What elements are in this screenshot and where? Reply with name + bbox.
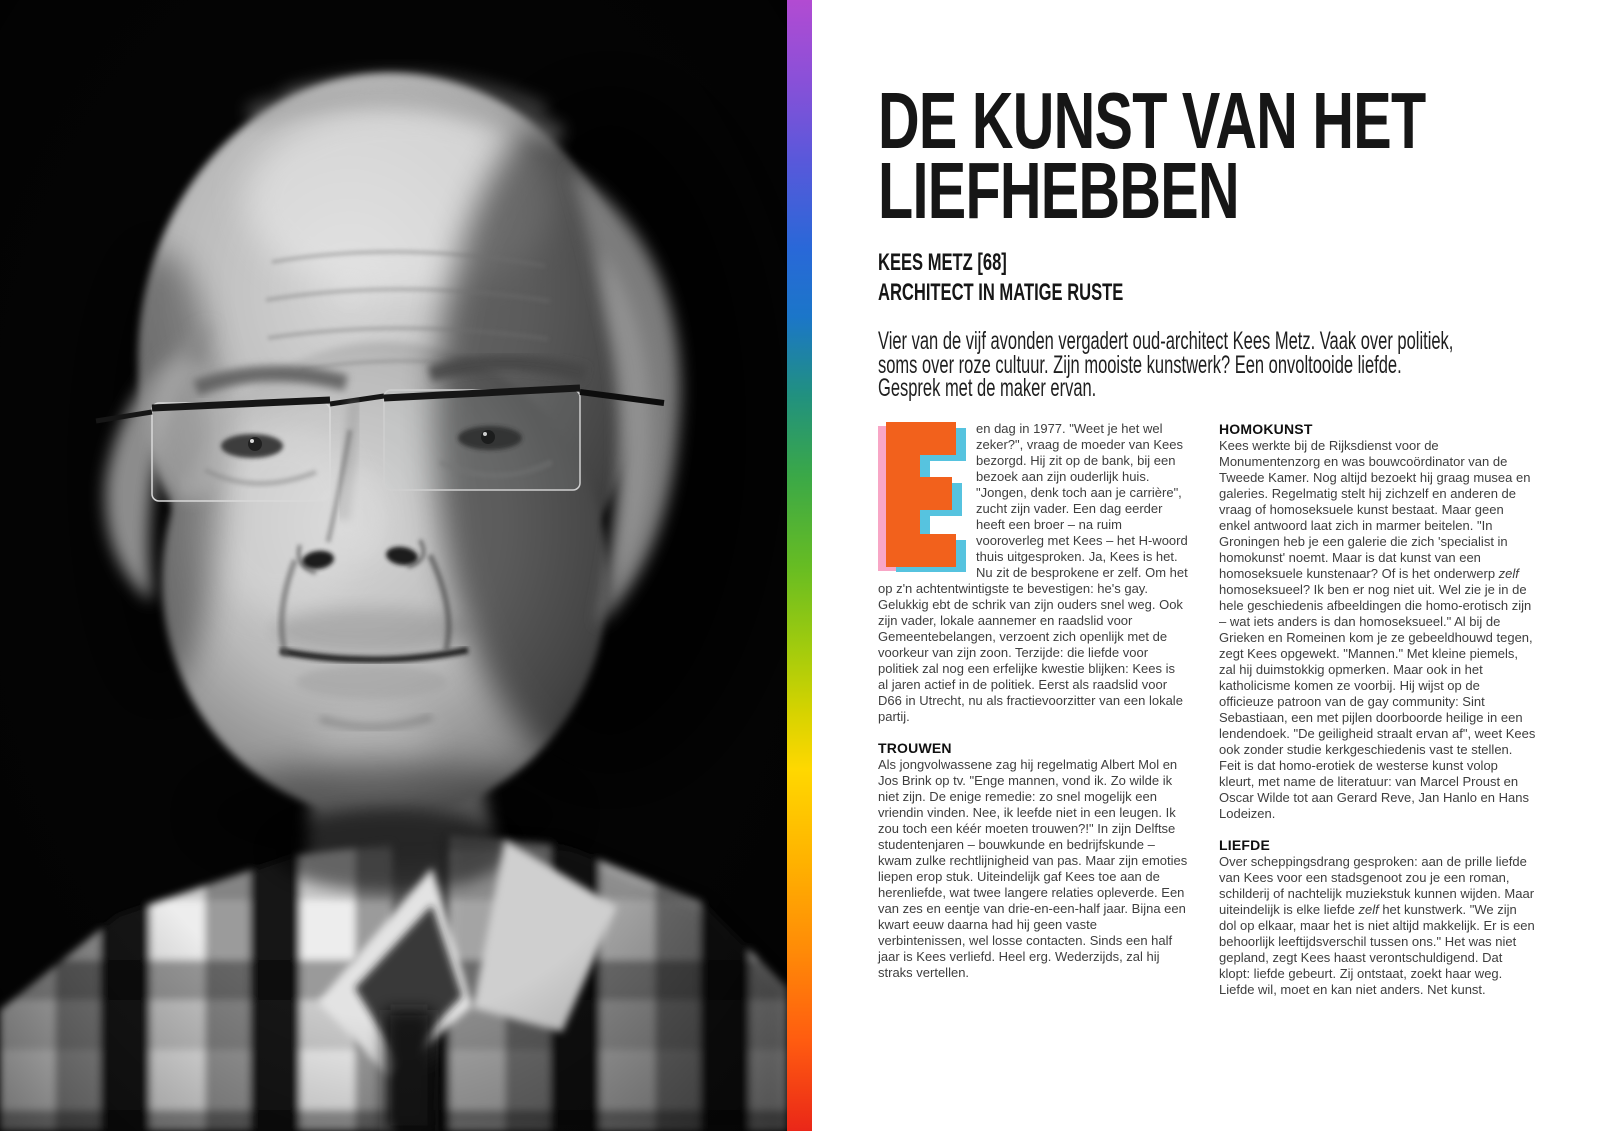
article-intro [878, 327, 1454, 402]
intro-line-1: Vier van de vijf avonden vergadert oud-architect Kees Metz. Vaak over politiek, [878, 327, 1454, 355]
intro-line-3: Gesprek met de maker ervan. [878, 374, 1097, 402]
article-subtitle [878, 248, 1123, 308]
section-heading-liefde: LIEFDE [1219, 837, 1270, 853]
dropcap-letter-E [878, 422, 970, 572]
portrait-photo-pane [0, 0, 787, 1131]
title-line-1: DE KUNST VAN HET [878, 76, 1426, 165]
portrait-illustration [0, 0, 787, 1131]
liefde-paragraph: Over scheppingsdrang gesproken: aan de prille liefde van Kees voor een stadsgenoot zou je een roman, schilderij of nachtelijk muziekstuk kunnen wijden. Maar uiteindelijk is elke liefde zelf het kunstwerk. "We zijn dol op elkaar, maar het is niet altijd makkelijk. Er is een behoorlijk leeftijdsverschil tussen ons." Het was niet gepland, zegt Kees haast verontschuldigend. Dat klopt: liefde gebeurt. Zij ontstaat, zoekt haar weg. Liefde wil, moet en kan niet anders. Net kunst. [1219, 854, 1535, 997]
section-heading-homokunst: HOMOKUNST [1219, 421, 1313, 437]
homokunst-paragraph: Kees werkte bij de Rijksdienst voor de Monumentenzorg en was bouwcoördinator van de Tweede Kamer. Nog altijd bezoekt hij graag musea en galeries. Regelmatig stelt hij zichzelf en anderen de vraag of homoseksuele kunst bestaat. Maar geen enkel antwoord laat zich in marmer beitelen. "In Groningen heb je een galerie die zich 'specialist in homokunst' noemt. Maar is dat kunst van een homoseksuele kunstenaar? Of is het onderwerp zelf homoseksueel? Ik ben er nog niet uit. Wel zie je in de hele geschiedenis afbeeldingen die homo-erotisch zijn – wat iets anders is dan homoseksueel." Al bij de Grieken en Romeinen kom je ze gebeeldhouwd tegen, zegt Kees opgewekt. "Mannen." Met kleine piemels, zal hij duimstokkig opmerken. Maar ook in het katholicisme komen ze voorbij. Hij wijst op de officieuze patroon van de gay community: Sint Sebastiaan, een met pijlen doorboorde heilige in een lendendoek. "De geiligheid straalt ervan af", weet Kees ook zonder studie kerkgeschiedenis vast te stellen. Feit is dat homo-erotiek de westerse kunst volop kleurt, met name de literatuur: van Marcel Proust en Oscar Wilde tot aan Gerard Reve, Jan Hanlo en Hans Lodeizen. [1219, 438, 1536, 821]
article-column-1 [878, 421, 1188, 981]
photo-vignette [0, 0, 787, 1131]
dropcap-e-graphic [878, 422, 970, 572]
subtitle-profession: ARCHITECT IN MATIGE RUSTE [878, 279, 1124, 306]
article-pane [812, 0, 1600, 1131]
section-heading-trouwen: TROUWEN [878, 740, 952, 756]
trouwen-paragraph: Als jongvolwassene zag hij regelmatig Albert Mol en Jos Brink op tv. "Enge mannen, vond ik. Zo wilde ik niet zijn. De enige remedie: zo snel mogelijk een vriendin vinden. Nee, ik leefde niet in een leugen. Ik zou toch een kéér moeten trouwen?!" In zijn Delftse studentenjaren – bouwkunde en bedrijfskunde – kwam zulke rechtlijnigheid van pas. Maar zijn emoties liepen erop stuk. Uiteindelijk gaf Kees toe aan de herenliefde, wat twee langere relaties opleverde. Een van zes en eentje van drie-en-een-half jaar. Bijna een kwart eeuw daarna had hij geen vaste verbintenissen, wel losse contacten. Sinds een half jaar is Kees verliefd. Heel erg. Wederzijds, zal hij straks vertellen. [878, 757, 1188, 980]
intro-line-2: soms over roze cultuur. Zijn mooiste kunstwerk? Een onvoltooide liefde. [878, 350, 1402, 379]
opening-paragraph [878, 421, 1188, 725]
rainbow-stripe [787, 0, 812, 1131]
opening-paragraph-text: en dag in 1977. "Weet je het wel zeker?", vraag de moeder van Kees bezorgd. Hij zit op de bank, bij een bezoek aan zijn ouderlijk huis. "Jongen, denk toch aan je carrière", zucht zijn vader. Een dag eerder heeft een broer – na ruim vooroverleg met Kees – het H-woord thuis uitgesproken. Ja, Kees is het. Nu zit de besprokene er zelf. Om het op z'n achtentwintigste te bevestigen: he's gay. Gelukkig ebt de schrik van zijn ouders snel weg. Ook zijn vader, lokale aannemer en raadslid voor Gemeentebelangen, verzoent zich openlijk met de voorkeur van zijn zoon. Terzijde: die liefde voor politiek zal nog een erfelijke kwestie blijken: Kees is al jaren actief in de politiek. Eerst als raadslid voor D66 in Utrecht, nu als fractievoorzitter van een lokale partij. [878, 421, 1188, 724]
article-title [878, 76, 1426, 235]
title-line-2: LIEFHEBBEN [878, 146, 1239, 235]
article-column-2 [1219, 421, 1536, 998]
subtitle-name-age: KEES METZ [68] [878, 249, 1007, 276]
